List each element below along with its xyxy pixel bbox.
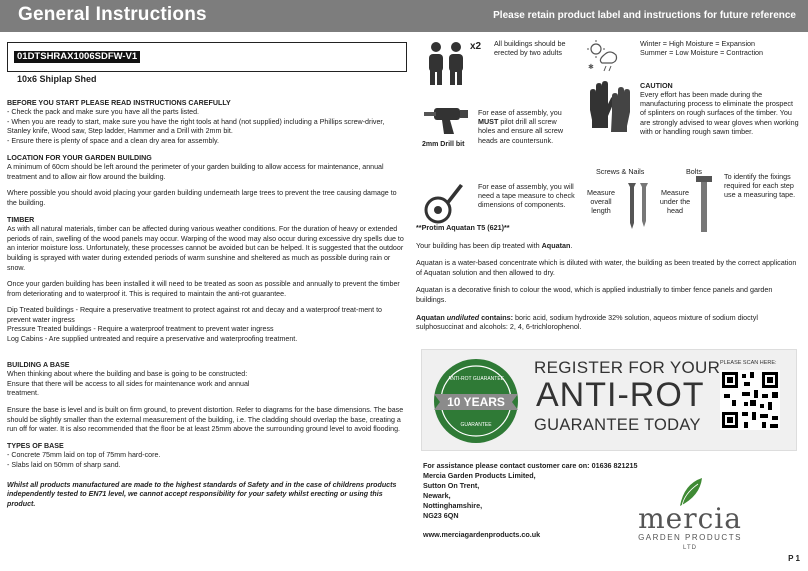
section-location	[7, 154, 407, 209]
product-label-box	[7, 42, 407, 72]
aquatan-p1-pre: Your building has been dip treated with	[416, 240, 542, 250]
logo-word: mercia	[638, 502, 742, 535]
company-name: Mercia Garden Products Limited,	[423, 471, 536, 480]
drill-bit-label: 2mm Drill bit	[422, 141, 465, 148]
screws-label: Screws & Nails	[596, 167, 645, 176]
drill-text-post: pilot drill all screw holes and ensure all screw heads are countersunk.	[478, 117, 564, 145]
postcode: NG23 6QN	[423, 511, 459, 520]
mercia-logo	[610, 476, 770, 556]
anti-rot-line: ANTI-ROT	[536, 376, 705, 414]
drill-icon	[424, 104, 476, 136]
address-line: Sutton On Trent,	[423, 481, 480, 490]
badge-top-text: ANTI-ROT GUARANTEE	[447, 376, 505, 382]
section-types-base	[7, 442, 407, 471]
section-title: TYPES OF BASE	[7, 441, 64, 450]
people-text: All buildings should be erected by two adults	[494, 39, 566, 58]
svg-text:✱: ✱	[588, 64, 594, 71]
aquatan-p4-rest: boric acid, sodium hydroxide 32% solution, aqueos mixture of sodium dioctyl sulphosuccinat and alcohols: 2, 4, 6-trichlorophenol.	[416, 312, 758, 332]
product-code: 01DTSHRAX1006SDFW-V1	[14, 51, 140, 63]
section-body: A minimum of 60cm should be left around the perimeter of your garden building to allow access for maintenance, annual treatment and to allow air flow around the building.	[7, 163, 384, 181]
care-line: For assistance please contact customer care on: 01636 821215	[423, 461, 638, 470]
section-body: - Check the pack and make sure you have all the parts listed. - When you are ready to start, make sure you have the right tools at hand (not supplied) including a Phillips screw-driver, Stanley knife, Wood saw, Step ladder, Hammer and a Drill with 2mm bit. - Ensure there is plenty of space and a clean dry area for assembly.	[7, 108, 385, 145]
logo-sub: GARDEN PRODUCTS	[638, 533, 742, 542]
section-body: Where possible you should avoid placing your garden building underneath large trees to prevent the tree causing damage to the building.	[7, 189, 397, 207]
header-note: Please retain product label and instructions for future reference	[493, 10, 796, 21]
section-title: BEFORE YOU START PLEASE READ INSTRUCTIONS CAREFULLY	[7, 98, 231, 107]
aquatan-p4-bold2: contains:	[479, 312, 514, 322]
guarantee-badge-icon	[430, 356, 522, 446]
people-multiplier: x2	[470, 41, 482, 52]
guarantee-line: GUARANTEE TODAY	[534, 416, 701, 434]
aquatan-p2: Aquatan is a water-based concentrate which is diluted with water, the building as been treated by the correct application of Aquatan solution and then allowed to dry.	[416, 258, 797, 277]
caution-text: Every effort has been made during the manufacturing process to eliminate the prospect of splinters on rough surfaces of the timber. You are strongly advised to wear gloves when working with or handling rough sawn timber.	[640, 90, 799, 136]
product-name: 10x6 Shiplap Shed	[17, 74, 97, 84]
section-base	[7, 361, 407, 435]
aquatan-p1	[416, 241, 802, 251]
safety-disclaimer: Whilst all products manufactured are made to the highest standards of Safety and in the case of childrens products independently tested to EN71 level, we cannot accept responsibility for your safety whilst erecting or using this product.	[7, 480, 397, 508]
register-line: REGISTER FOR YOUR	[534, 358, 721, 377]
aquatan-p1-bold: Aquatan	[541, 240, 571, 250]
drill-text-must: MUST	[478, 117, 499, 127]
section-timber	[7, 216, 407, 345]
website-link[interactable]: www.merciagardenproducts.co.uk	[423, 530, 541, 539]
aquatan-p4	[416, 313, 802, 332]
aquatan-p1-post: .	[570, 240, 573, 250]
badge-bottom-text: GUARANTEE	[460, 422, 492, 428]
aquatan-p4-bold: Aquatan	[416, 312, 447, 322]
aquatan-section	[416, 223, 802, 332]
section-body: - Concrete 75mm laid on top of 75mm hard-core. - Slabs laid on 50mm of sharp sand.	[7, 451, 161, 469]
qr-code-icon[interactable]	[720, 370, 780, 430]
section-body: Dip Treated buildings - Require a preservative treatment to protect against rot and decay and a waterproof treat-ment to prevent water ingress Pressure Treated buildings - Require a waterproof treatment to prevent water ingress Log Cabins - Are supplied untreated and require a preservative and waterproofing treatment.	[7, 306, 382, 344]
bolts-measure: Measure under the head	[659, 188, 691, 216]
section-body: When thinking about where the building and base is going to be constructed: Ensure that there will be access to all sides for maintenance work and annual treatment.	[7, 370, 250, 398]
bolts-label: Bolts	[686, 167, 702, 176]
scan-label: PLEASE SCAN HERE:	[720, 360, 777, 366]
weather-moisture-icon	[586, 39, 620, 73]
page-number: P 1	[788, 554, 800, 563]
aquatan-title: **Protim Aquatan T5 (621)**	[416, 223, 510, 232]
section-body: As with all natural materials, timber can be affected during various weather conditions. For the duration of heavy or extended periods of rain, swelling of the wood panels may occur. Warping of the wood may also occur during excessive dry spells due to an interior moisture loss. Unfortunately, these processes cannot be avoided but can be helped. It is suggested that the outdoor building is sprayed with water during extended periods of warm sunshine and sheltered as much as possible during rain or snow.	[7, 225, 404, 272]
screws-measure: Measure overall length	[587, 188, 615, 216]
contact-block	[423, 461, 638, 521]
tape-text: For ease of assembly, you will need a tape measure to check dimensions of components.	[478, 182, 575, 210]
anti-rot-banner	[421, 349, 797, 451]
section-body: Once your garden building has been installed it will need to be treated as soon as possible and annually to prevent the timber from deteriorating and to waterproof it. This is required to maintain the anti-rot guarantee.	[7, 280, 400, 298]
header-bar	[0, 0, 808, 32]
gloves-icon	[586, 80, 634, 132]
logo-ltd: LTD	[683, 545, 697, 551]
section-title: LOCATION FOR YOUR GARDEN BUILDING	[7, 153, 152, 162]
left-column	[7, 42, 407, 509]
address-line: Nottinghamshire,	[423, 501, 483, 510]
section-body: Ensure the base is level and is built on firm ground, to prevent distortion. Refer to diagrams for the base dimensions. The base should be slightly smaller than the external measurement of the building, i.e. The cladding should overlap the base, creating a run off for water. It is also recommended that the floor be at least 25mm above the surrounding ground level to avoid flooding.	[7, 406, 404, 434]
two-people-icon	[424, 41, 468, 87]
section-title: BUILDING A BASE	[7, 360, 70, 369]
moisture-text: Winter = High Moisture = Expansion Summer = Low Moisture = Contraction	[640, 39, 764, 58]
caution-title: CAUTION	[640, 81, 673, 90]
drill-text-pre: For ease of assembly, you	[478, 108, 562, 117]
tape-measure-icon	[424, 180, 464, 228]
fixings-text: To identify the fixings required for each step use a measuring tape.	[724, 172, 796, 200]
page-title: General Instructions	[18, 4, 207, 25]
section-before-start	[7, 99, 407, 147]
badge-years: 10 YEARS	[447, 395, 505, 409]
aquatan-p3: Aquatan is a decorative finish to colour the wood, which is applied industrially to timber fence panels and garden buildings.	[416, 285, 773, 304]
section-title: TIMBER	[7, 215, 35, 224]
right-column	[416, 36, 802, 236]
address-line: Newark,	[423, 491, 451, 500]
drill-text	[478, 108, 574, 145]
aquatan-p4-italic: undiluted	[446, 312, 480, 322]
